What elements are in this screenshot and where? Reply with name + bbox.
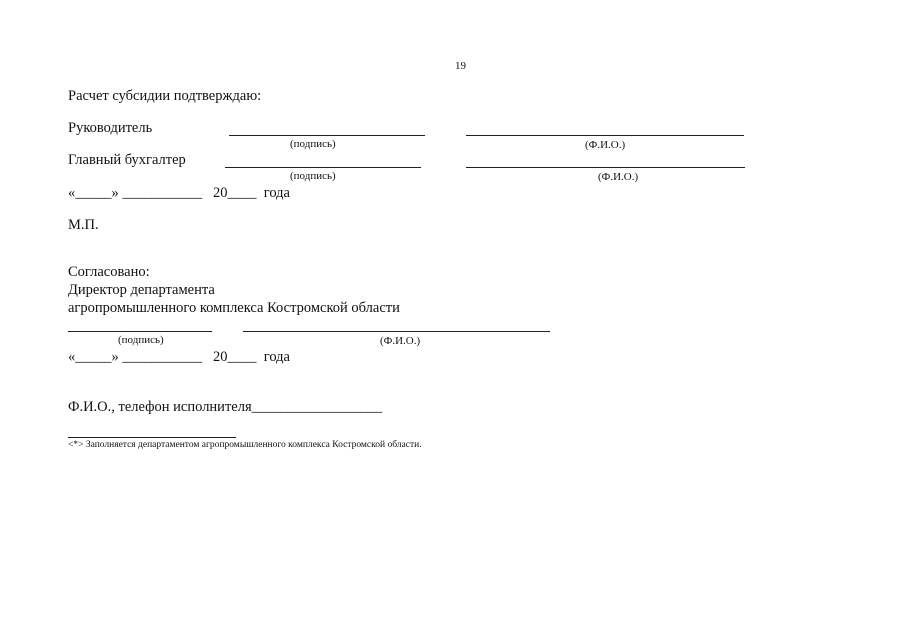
approved-date-line: «_____» ___________ 20____ года (68, 349, 290, 365)
date-line: «_____» ___________ 20____ года (68, 185, 290, 201)
chief-accountant-name-caption: (Ф.И.О.) (598, 171, 639, 183)
department-name: агропромышленного комплекса Костромской области (68, 300, 400, 316)
confirm-heading: Расчет субсидии подтверждаю: (68, 88, 262, 104)
director-title: Директор департамента (68, 282, 215, 298)
head-name-caption: (Ф.И.О.) (585, 139, 626, 151)
approved-heading: Согласовано: (68, 264, 150, 280)
executor-line: Ф.И.О., телефон исполнителя__________________ (68, 399, 383, 415)
footnote-divider (68, 437, 236, 438)
head-label: Руководитель (68, 120, 153, 136)
director-signature-caption: (подпись) (118, 334, 164, 346)
head-signature-caption: (подпись) (290, 138, 336, 150)
page-number: 19 (455, 60, 466, 72)
director-signature-line (68, 331, 212, 332)
chief-accountant-label: Главный бухгалтер (68, 152, 186, 168)
director-name-caption: (Ф.И.О.) (380, 335, 421, 347)
head-signature-line (229, 135, 425, 136)
stamp-mark: М.П. (68, 217, 99, 233)
chief-accountant-signature-line (225, 167, 421, 168)
chief-accountant-name-line (466, 167, 745, 168)
footnote: <*> Заполняется департаментом агропромышленного комплекса Костромской области. (68, 440, 422, 450)
head-name-line (466, 135, 744, 136)
chief-accountant-signature-caption: (подпись) (290, 170, 336, 182)
director-name-line (243, 331, 550, 332)
